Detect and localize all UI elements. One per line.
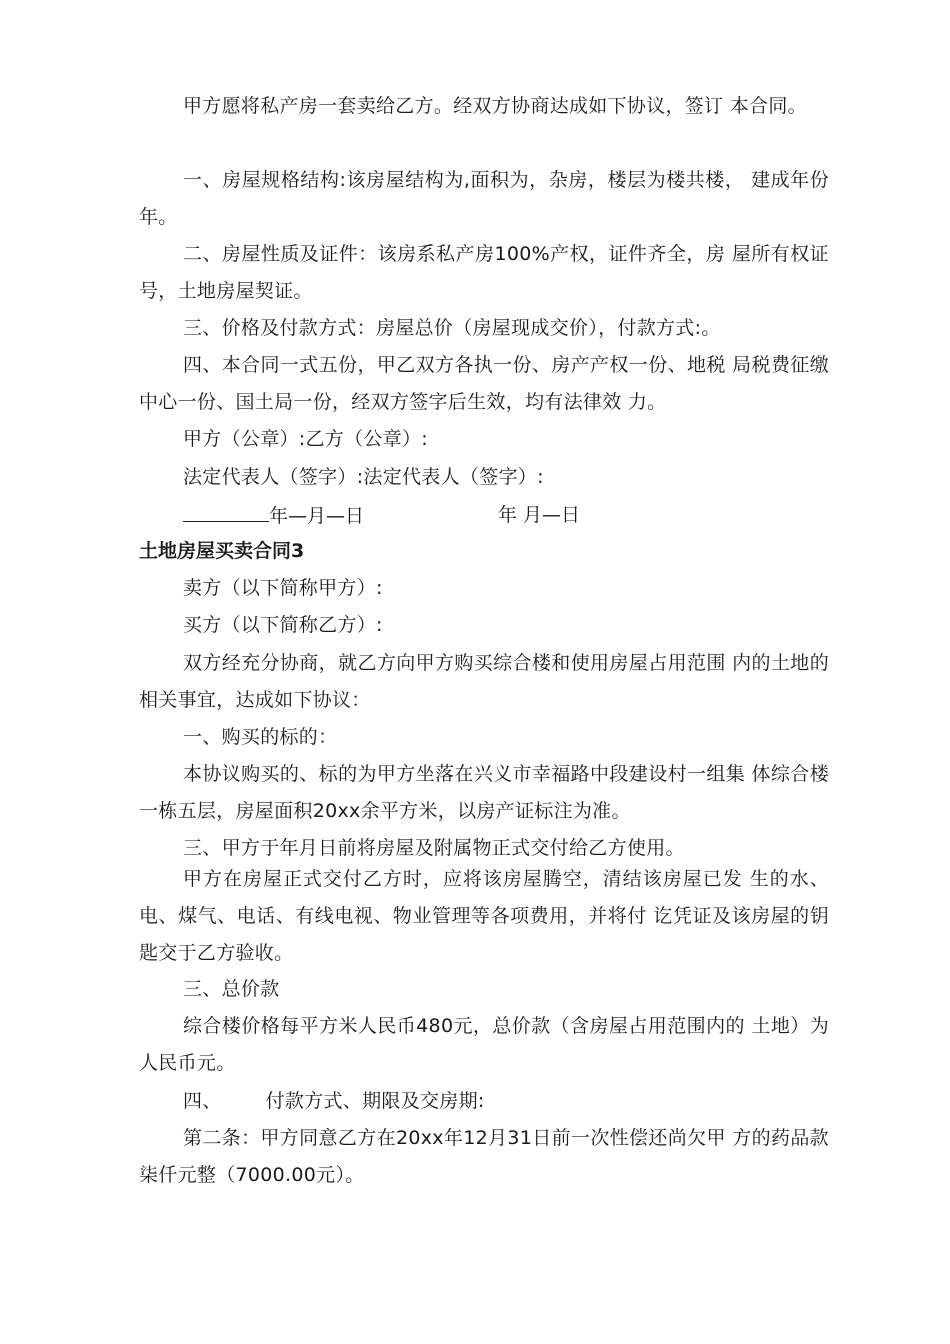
paragraph-intro: 甲方愿将私产房一套卖给乙方。经双方协商达成如下协议，签订 本合同。 [183, 95, 807, 117]
section-heading: 土地房屋买卖合同3 [139, 540, 305, 562]
date-blank [183, 497, 269, 522]
date-right: 年 月—日 [498, 504, 581, 526]
paragraph-subject-detail: 本协议购买的、标的为甲方坐落在兴义市幸福路中段建设村一组集 体综合楼一栋五层，房屋面积20xx余平方米，以房产证标注为准。 [139, 763, 829, 822]
paragraph-handover: 甲方在房屋正式交付乙方时，应将该房屋腾空，清结该房屋已发 生的水、电、煤气、电话、有线电视、物业管理等各项费用，并将付 讫凭证及该房屋的钥匙交于乙方验收。 [139, 868, 829, 964]
signature-line: 法定代表人（签字）:法定代表人（签字）: [183, 466, 544, 488]
clause-number: 四、 [183, 1090, 222, 1112]
clause-total-price: 三、总价款 [183, 978, 280, 1000]
clause-title: 付款方式、期限及交房期: [265, 1090, 485, 1112]
paragraph-copies: 四、本合同一式五份，甲乙双方各执一份、房产产权一份、地税 局税费征缴中心一份、国土局一份，经双方签字后生效，均有法律效 力。 [139, 354, 829, 413]
clause-purchase-subject: 一、购买的标的： [183, 726, 338, 748]
buyer-line: 买方（以下简称乙方）: [183, 614, 383, 636]
seller-line: 卖方（以下简称甲方）: [183, 577, 383, 599]
paragraph-property-nature: 二、房屋性质及证件：该房系私产房100%产权，证件齐全，房 屋所有权证号，土地房屋契证。 [139, 243, 829, 302]
paragraph-article-two: 第二条：甲方同意乙方在20xx年12月31日前一次性偿还尚欠甲 方的药品款柒仟元整（7000.00元）。 [139, 1127, 829, 1186]
clause-delivery: 三、甲方于年月日前将房屋及附属物正式交付给乙方使用。 [183, 837, 685, 859]
seal-line: 甲方（公章）:乙方（公章）: [183, 428, 429, 450]
clause-payment-terms [183, 1083, 485, 1120]
paragraph-structure: 一、房屋规格结构:该房屋结构为,面积为，杂房，楼层为楼共楼， 建成年份年。 [139, 169, 829, 228]
paragraph-price-detail: 综合楼价格每平方米人民币480元，总价款（含房屋占用范围内的 土地）为人民币元。 [139, 1015, 829, 1074]
paragraph-agreement: 双方经充分协商，就乙方向甲方购买综合楼和使用房屋占用范围 内的土地的相关事宜，达成如下协议： [139, 652, 829, 711]
date-line [183, 497, 823, 534]
paragraph-price-payment: 三、价格及付款方式：房屋总价（房屋现成交价），付款方式:。 [183, 317, 721, 339]
date-left: 年—月—日 [269, 505, 365, 527]
